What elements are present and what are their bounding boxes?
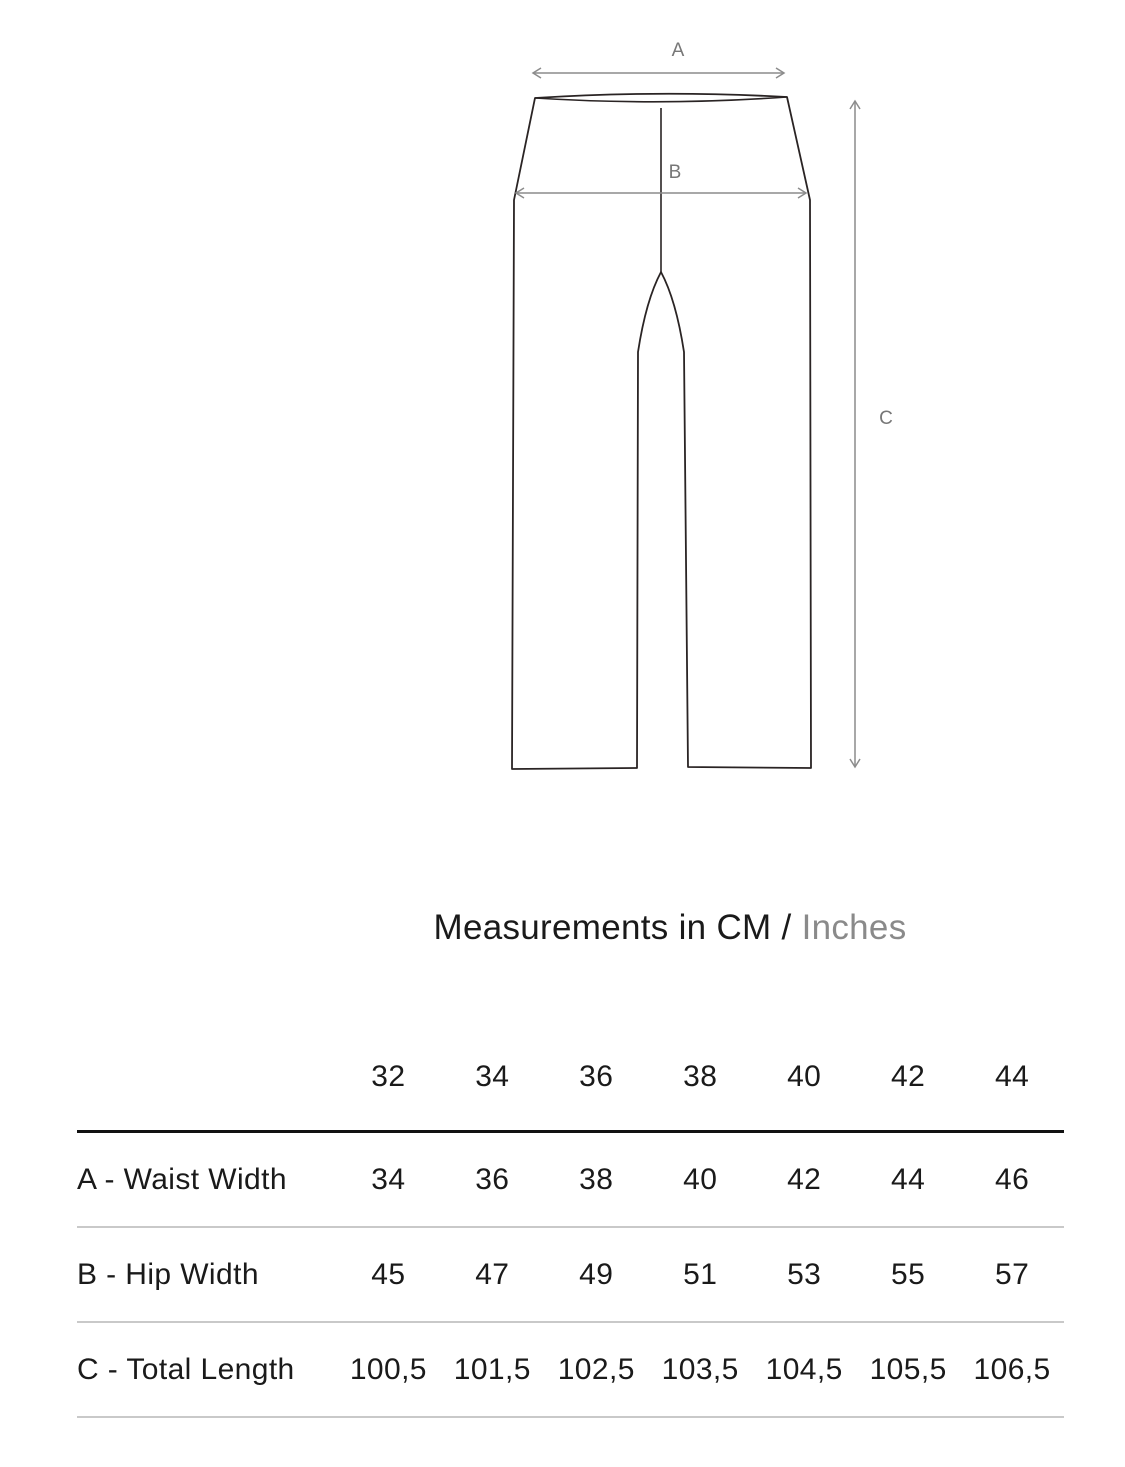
measurements-heading bbox=[0, 908, 1125, 948]
total-length-arrow bbox=[850, 101, 860, 767]
heading-secondary-unit: Inches bbox=[801, 908, 907, 947]
table-cell: 40 bbox=[683, 1162, 718, 1196]
table-cell: 53 bbox=[787, 1257, 822, 1291]
table-cell: 100,5 bbox=[349, 1352, 427, 1386]
table-cell: 38 bbox=[579, 1162, 614, 1196]
size-header-cell: 42 bbox=[891, 1060, 926, 1093]
size-header-cell: 38 bbox=[683, 1060, 718, 1093]
table-cell: 104,5 bbox=[765, 1352, 843, 1386]
table-cell: 101,5 bbox=[453, 1352, 531, 1386]
table-cell: 51 bbox=[683, 1257, 718, 1291]
table-cell: 57 bbox=[994, 1257, 1030, 1291]
size-header-cell: 34 bbox=[475, 1060, 510, 1093]
row-label: A - Waist Width bbox=[77, 1162, 287, 1196]
table-cell: 44 bbox=[891, 1162, 926, 1196]
table-cell: 102,5 bbox=[557, 1352, 635, 1386]
table-cell: 49 bbox=[579, 1257, 614, 1291]
table-cell: 46 bbox=[994, 1162, 1030, 1196]
table-row-waist bbox=[77, 1133, 1064, 1226]
table-cell: 106,5 bbox=[973, 1352, 1051, 1386]
table-cell: 103,5 bbox=[661, 1352, 739, 1386]
table-cell: 55 bbox=[891, 1257, 926, 1291]
heading-primary-unit: Measurements in CM / bbox=[433, 908, 792, 947]
table-row-length bbox=[77, 1323, 1064, 1416]
row-label: B - Hip Width bbox=[77, 1257, 259, 1291]
waist-label: A bbox=[671, 40, 685, 61]
size-header-cell: 40 bbox=[787, 1060, 822, 1093]
size-header-row bbox=[77, 1060, 1064, 1112]
table-cell: 42 bbox=[787, 1162, 822, 1196]
size-header-cell: 44 bbox=[994, 1060, 1030, 1093]
table-cell: 36 bbox=[475, 1162, 510, 1196]
table-cell: 34 bbox=[371, 1162, 406, 1196]
table-row-hip bbox=[77, 1228, 1064, 1321]
size-chart-table bbox=[77, 1060, 1064, 1418]
table-cell: 45 bbox=[371, 1257, 406, 1291]
row-label: C - Total Length bbox=[77, 1352, 295, 1386]
waist-width-arrow bbox=[533, 68, 784, 78]
table-cell: 105,5 bbox=[869, 1352, 947, 1386]
length-label: C bbox=[879, 408, 893, 429]
hip-label: B bbox=[668, 162, 682, 183]
table-cell: 47 bbox=[475, 1257, 510, 1291]
size-header-cell: 36 bbox=[579, 1060, 614, 1093]
row-divider bbox=[77, 1416, 1064, 1418]
size-header-cell: 32 bbox=[371, 1060, 406, 1093]
waistband-line bbox=[535, 97, 787, 102]
